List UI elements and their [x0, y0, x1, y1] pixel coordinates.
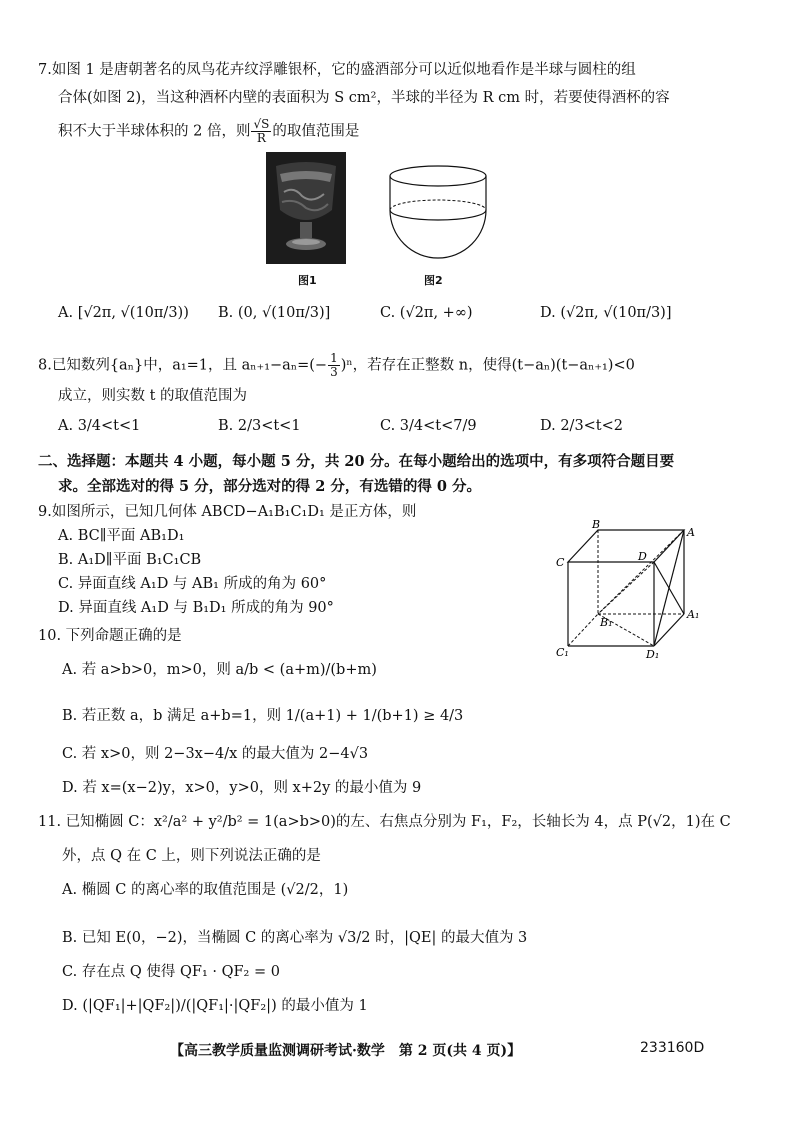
q11-line1: 11. 已知椭圆 C：x²/a² + y²/b² = 1(a>b>0)的左、右焦点分别为 F₁，F₂，长轴长为 4，点 P(√2，1)在 C: [38, 814, 731, 830]
q11-option-a: A. 椭圆 C 的离心率的取值范围是 (√2/2，1): [62, 882, 349, 898]
q7-option-d: D. (√2π, √(10π/3)]: [540, 305, 672, 321]
cube-label-d1: D₁: [646, 648, 660, 661]
q8-option-c: C. 3/4<t<7/9: [380, 418, 477, 434]
q8-frac-den: 3: [330, 365, 338, 379]
silver-cup-image: [266, 152, 346, 264]
section2-heading-line2: 求。全部选对的得 5 分，部分选对的得 2 分，有选错的得 0 分。: [58, 478, 482, 495]
q8-line1: [38, 352, 635, 379]
footer-title: 【高三教学质量监测调研考试·数学 第 2 页(共 4 页)】: [170, 1043, 522, 1059]
q7-option-c: C. (√2π, +∞): [380, 305, 473, 321]
q9-option-d: D. 异面直线 A₁D 与 B₁D₁ 所成的角为 90°: [58, 600, 334, 616]
q7-frac-num: √S: [253, 117, 270, 131]
q10-option-a: A. 若 a>b>0，m>0，则 a/b < (a+m)/(b+m): [62, 662, 377, 678]
q9-option-a: A. BC∥平面 AB₁D₁: [58, 528, 185, 544]
hemisphere-cylinder-diagram: [383, 160, 493, 270]
cube-label-d: D: [638, 550, 647, 563]
cube-label-a1: A₁: [687, 608, 700, 621]
q7-frac: [251, 118, 271, 145]
q8-option-a: A. 3/4<t<1: [58, 418, 141, 434]
cube-diagram: [552, 518, 702, 662]
q9-stem: 9.如图所示，已知几何体 ABCD−A₁B₁C₁D₁ 是正方体，则: [38, 504, 417, 520]
q7-line1: 7.如图 1 是唐朝著名的凤鸟花卉纹浮雕银杯，它的盛酒部分可以近似地看作是半球与圆柱的组: [38, 62, 636, 78]
q7-line3-pre: 积不大于半球体积的 2 倍，则: [58, 123, 251, 140]
cube-label-b: B: [592, 518, 601, 531]
q9-option-b: B. A₁D∥平面 B₁C₁CB: [58, 552, 202, 568]
q8-line1-pre: 8.已知数列{aₙ}中，a₁=1，且 aₙ₊₁−aₙ=(−: [38, 357, 328, 374]
q7-line3-post: 的取值范围是: [272, 123, 360, 140]
fig2-label: 图2: [424, 274, 443, 287]
q7-line2: 合体(如图 2)，当这种酒杯内壁的表面积为 S cm²，半球的半径为 R cm 时，若要使得酒杯的容: [58, 90, 670, 106]
footer-code: 233160D: [640, 1040, 705, 1056]
q10-option-c: C. 若 x>0，则 2−3x−4/x 的最大值为 2−4√3: [62, 746, 369, 762]
q11-option-c: C. 存在点 Q 使得 QF₁ · QF₂ = 0: [62, 964, 280, 980]
cube-label-c: C: [556, 556, 565, 569]
q7-frac-den: R: [256, 131, 266, 145]
silver-cup-photo: [266, 152, 346, 264]
q11-option-b: B. 已知 E(0，−2)，当椭圆 C 的离心率为 √3/2 时，|QE| 的最大值为 3: [62, 930, 528, 946]
q11-option-d: D. (|QF₁|+|QF₂|)/(|QF₁|·|QF₂|) 的最小值为 1: [62, 998, 368, 1014]
q7-option-a: A. [√2π, √(10π/3)): [58, 305, 189, 321]
cube-label-c1: C₁: [556, 646, 569, 659]
q8-option-b: B. 2/3<t<1: [218, 418, 301, 434]
fig1-label: 图1: [298, 274, 317, 287]
q10-option-d: D. 若 x=(x−2)y，x>0，y>0，则 x+2y 的最小值为 9: [62, 780, 422, 796]
q11-line2: 外，点 Q 在 C 上，则下列说法正确的是: [62, 848, 321, 864]
q8-option-d: D. 2/3<t<2: [540, 418, 624, 434]
cube-label-a: A: [687, 526, 695, 539]
q8-frac-num: 1: [330, 351, 338, 365]
q10-stem: 10. 下列命题正确的是: [38, 628, 182, 644]
q9-option-c: C. 异面直线 A₁D 与 AB₁ 所成的角为 60°: [58, 576, 327, 592]
cube-label-b1: B₁: [600, 616, 613, 629]
q8-line2: 成立，则实数 t 的取值范围为: [58, 388, 248, 404]
q10-option-b: B. 若正数 a，b 满足 a+b=1，则 1/(a+1) + 1/(b+1) ≥ 4/3: [62, 708, 464, 724]
q8-line1-post: )ⁿ，若存在正整数 n，使得(t−aₙ)(t−aₙ₊₁)<0: [340, 357, 635, 374]
q7-line3: [58, 118, 359, 145]
section2-heading-line1: 二、选择题：本题共 4 小题，每小题 5 分，共 20 分。在每小题给出的选项中，有多项符合题目要: [38, 453, 675, 470]
q7-option-b: B. (0, √(10π/3)]: [218, 305, 331, 321]
q8-frac: [328, 352, 340, 379]
